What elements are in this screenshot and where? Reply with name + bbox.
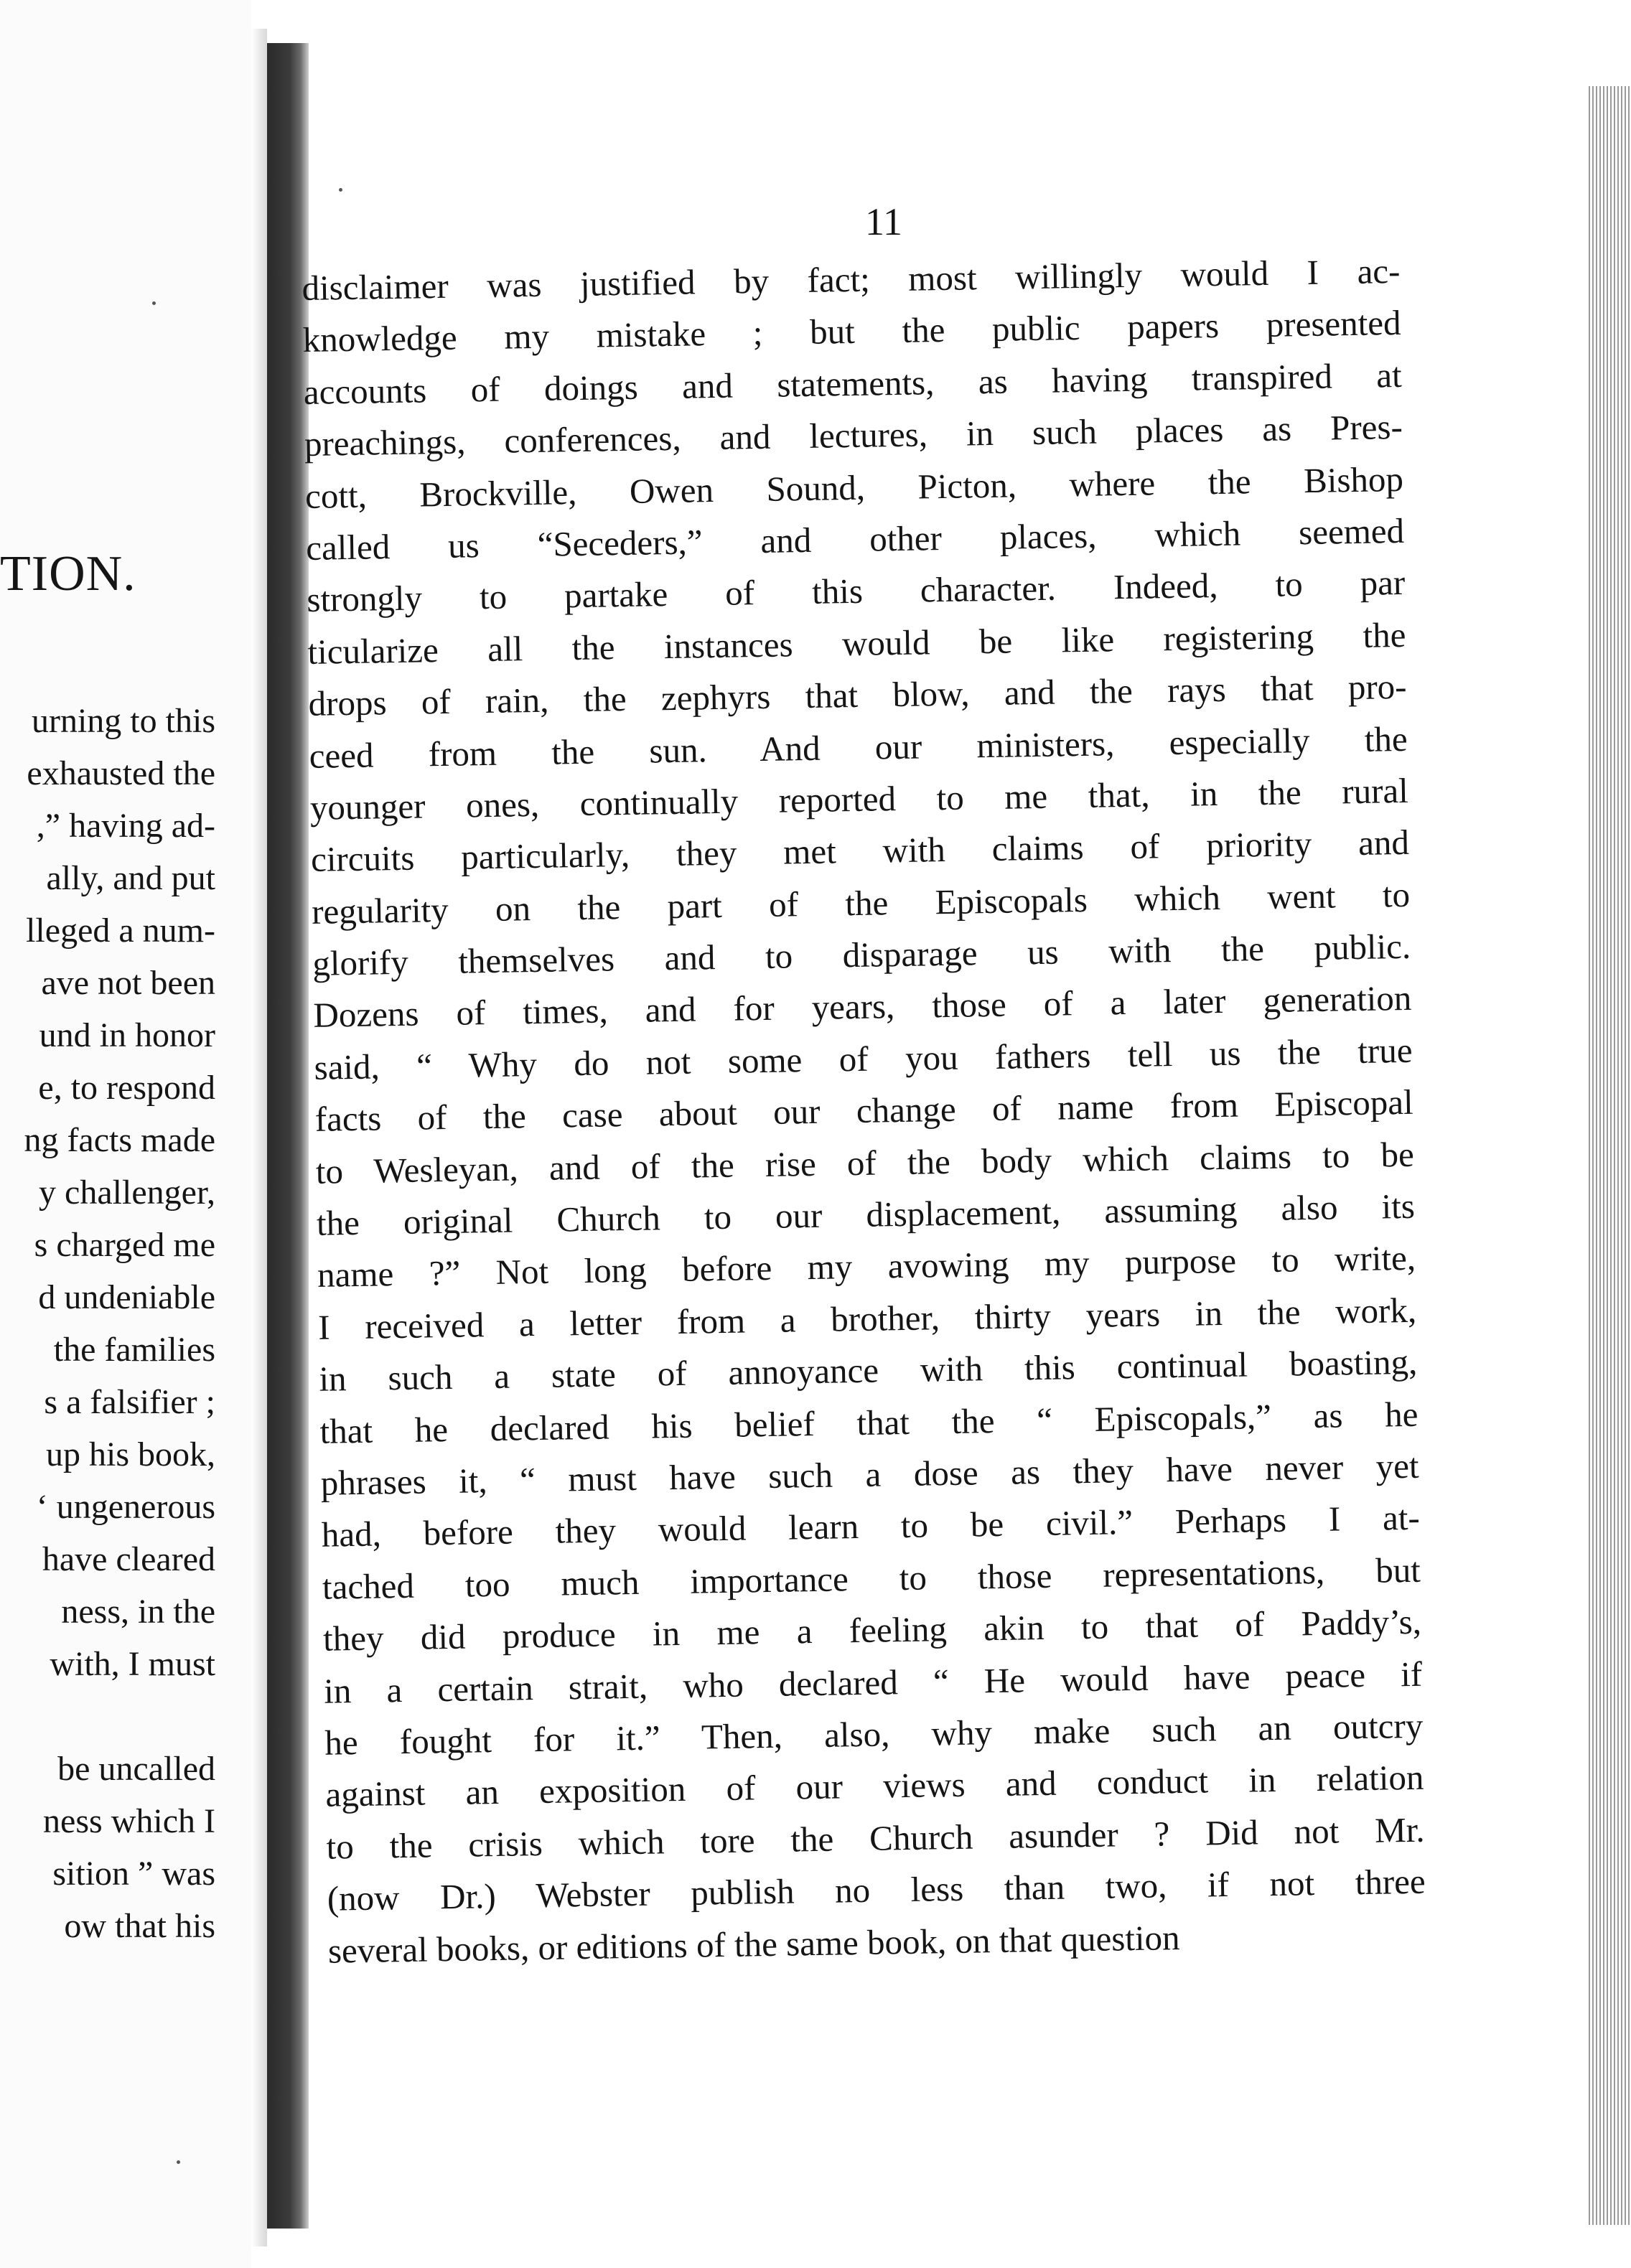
text-line: accounts of doings and statements, as having transpired at [303, 355, 1403, 412]
left-page-text [24, 695, 215, 1952]
text-line: facts of the case about our change of name from Episcopal [314, 1082, 1413, 1140]
text-line: in a certain strait, who declared “ He would have peace if [323, 1654, 1423, 1711]
page-edges [1586, 86, 1631, 2225]
scan-speck [339, 188, 342, 192]
text-line: glorify themselves and to disparage us with the public. [312, 926, 1411, 983]
left-page-line: with, I must [50, 1645, 215, 1683]
text-line: circuits particularly, they met with claims of priority and [310, 823, 1410, 880]
text-line: (now Dr.) Webster publish no less than two, if not three [327, 1861, 1426, 1918]
left-page-line: y challenger, [39, 1173, 215, 1212]
left-page-heading: TION. [0, 546, 136, 601]
spine-shadow [267, 43, 309, 2229]
left-page-line: ave not been [41, 964, 215, 1002]
body-text [302, 245, 1426, 1977]
left-page-line: ‘ ungenerous [36, 1488, 215, 1526]
left-facing-page [0, 0, 251, 2268]
left-page-line: s a falsifier ; [44, 1383, 215, 1421]
left-page-line: lleged a num- [26, 912, 215, 950]
text-line: had, before they would learn to be civil.” Perhaps I at- [321, 1498, 1421, 1555]
text-line: name ?” Not long before my avowing my purpose to write, [317, 1238, 1416, 1295]
text-line: to Wesleyan, and of the rise of the body which claims to be [315, 1134, 1415, 1191]
text-line: called us “Seceders,” and other places, which seemed [305, 510, 1405, 568]
text-line: preachings, conferences, and lectures, in such places as Pres- [304, 407, 1403, 464]
text-line: in such a state of annoyance with this continual boasting, [319, 1341, 1418, 1400]
text-line: drops of rain, the zephyrs that blow, and the rays that pro- [308, 667, 1407, 724]
left-page-line: up his book, [45, 1435, 215, 1473]
left-page-line: d undeniable [38, 1278, 215, 1316]
text-line: they did produce in me a feeling akin to that of Paddy’s, [322, 1601, 1422, 1659]
text-line: younger ones, continually reported to me that, in the rural [309, 770, 1409, 828]
left-page-line [24, 1690, 215, 1743]
left-page-line: s charged me [34, 1226, 215, 1264]
left-page-line: e, to respond [38, 1069, 215, 1107]
gutter [251, 29, 267, 2246]
left-page-line: ness which I [43, 1802, 215, 1840]
left-page-line: ow that his [64, 1907, 215, 1945]
text-line: he fought for it.” Then, also, why make such an outcry [324, 1705, 1424, 1763]
left-page-line: ng facts made [24, 1121, 215, 1159]
left-page-line: have cleared [42, 1540, 215, 1578]
text-line: tached too much importance to those representations, but [322, 1550, 1421, 1607]
page-number: 11 [865, 200, 902, 243]
left-page-line: urning to this [31, 702, 215, 740]
text-line: regularity on the part of the Episcopals which went to [311, 874, 1411, 932]
text-line: against an exposition of our views and conduct in relation [325, 1758, 1424, 1815]
text-line: several books, or editions of the same book, on that question [327, 1917, 1180, 1971]
left-page-line: be uncalled [57, 1750, 215, 1788]
left-page-line: ,” having ad- [36, 807, 215, 845]
text-line: ceed from the sun. And our ministers, especially the [309, 718, 1408, 776]
text-line: said, “ Why do not some of you fathers tell us the true [314, 1030, 1413, 1087]
text-line: disclaimer was justified by fact; most willingly would I ac- [302, 250, 1401, 308]
left-page-line: ness, in the [61, 1593, 215, 1631]
scan-speck [177, 2160, 180, 2164]
text-line: the original Church to our displacement, assuming also its [316, 1186, 1416, 1243]
scan-speck [152, 301, 156, 305]
left-page-line: und in honor [39, 1016, 215, 1054]
text-line: phrases it, “ must have such a dose as they have never yet [320, 1445, 1419, 1503]
left-page-line: ally, and put [46, 859, 215, 897]
text-line: that he declared his belief that the “ Episcopals,” as he [319, 1394, 1419, 1451]
text-line: cott, Brockville, Owen Sound, Picton, where the Bishop [304, 459, 1404, 516]
text-line: I received a letter from a brother, thirty years in the work, [317, 1290, 1417, 1347]
text-line: knowledge my mistake ; but the public papers presented [302, 303, 1401, 360]
text-line: to the crisis which tore the Church asunder ? Did not Mr. [326, 1809, 1425, 1867]
text-line: Dozens of times, and for years, those of a later generation [313, 978, 1412, 1036]
left-page-line: the families [53, 1331, 215, 1369]
left-page-line: exhausted the [27, 754, 215, 792]
text-line: strongly to partake of this character. Indeed, to par [306, 563, 1406, 620]
text-line: ticularize all the instances would be like registering the [307, 614, 1406, 672]
left-page-line: sition ” was [52, 1855, 215, 1893]
